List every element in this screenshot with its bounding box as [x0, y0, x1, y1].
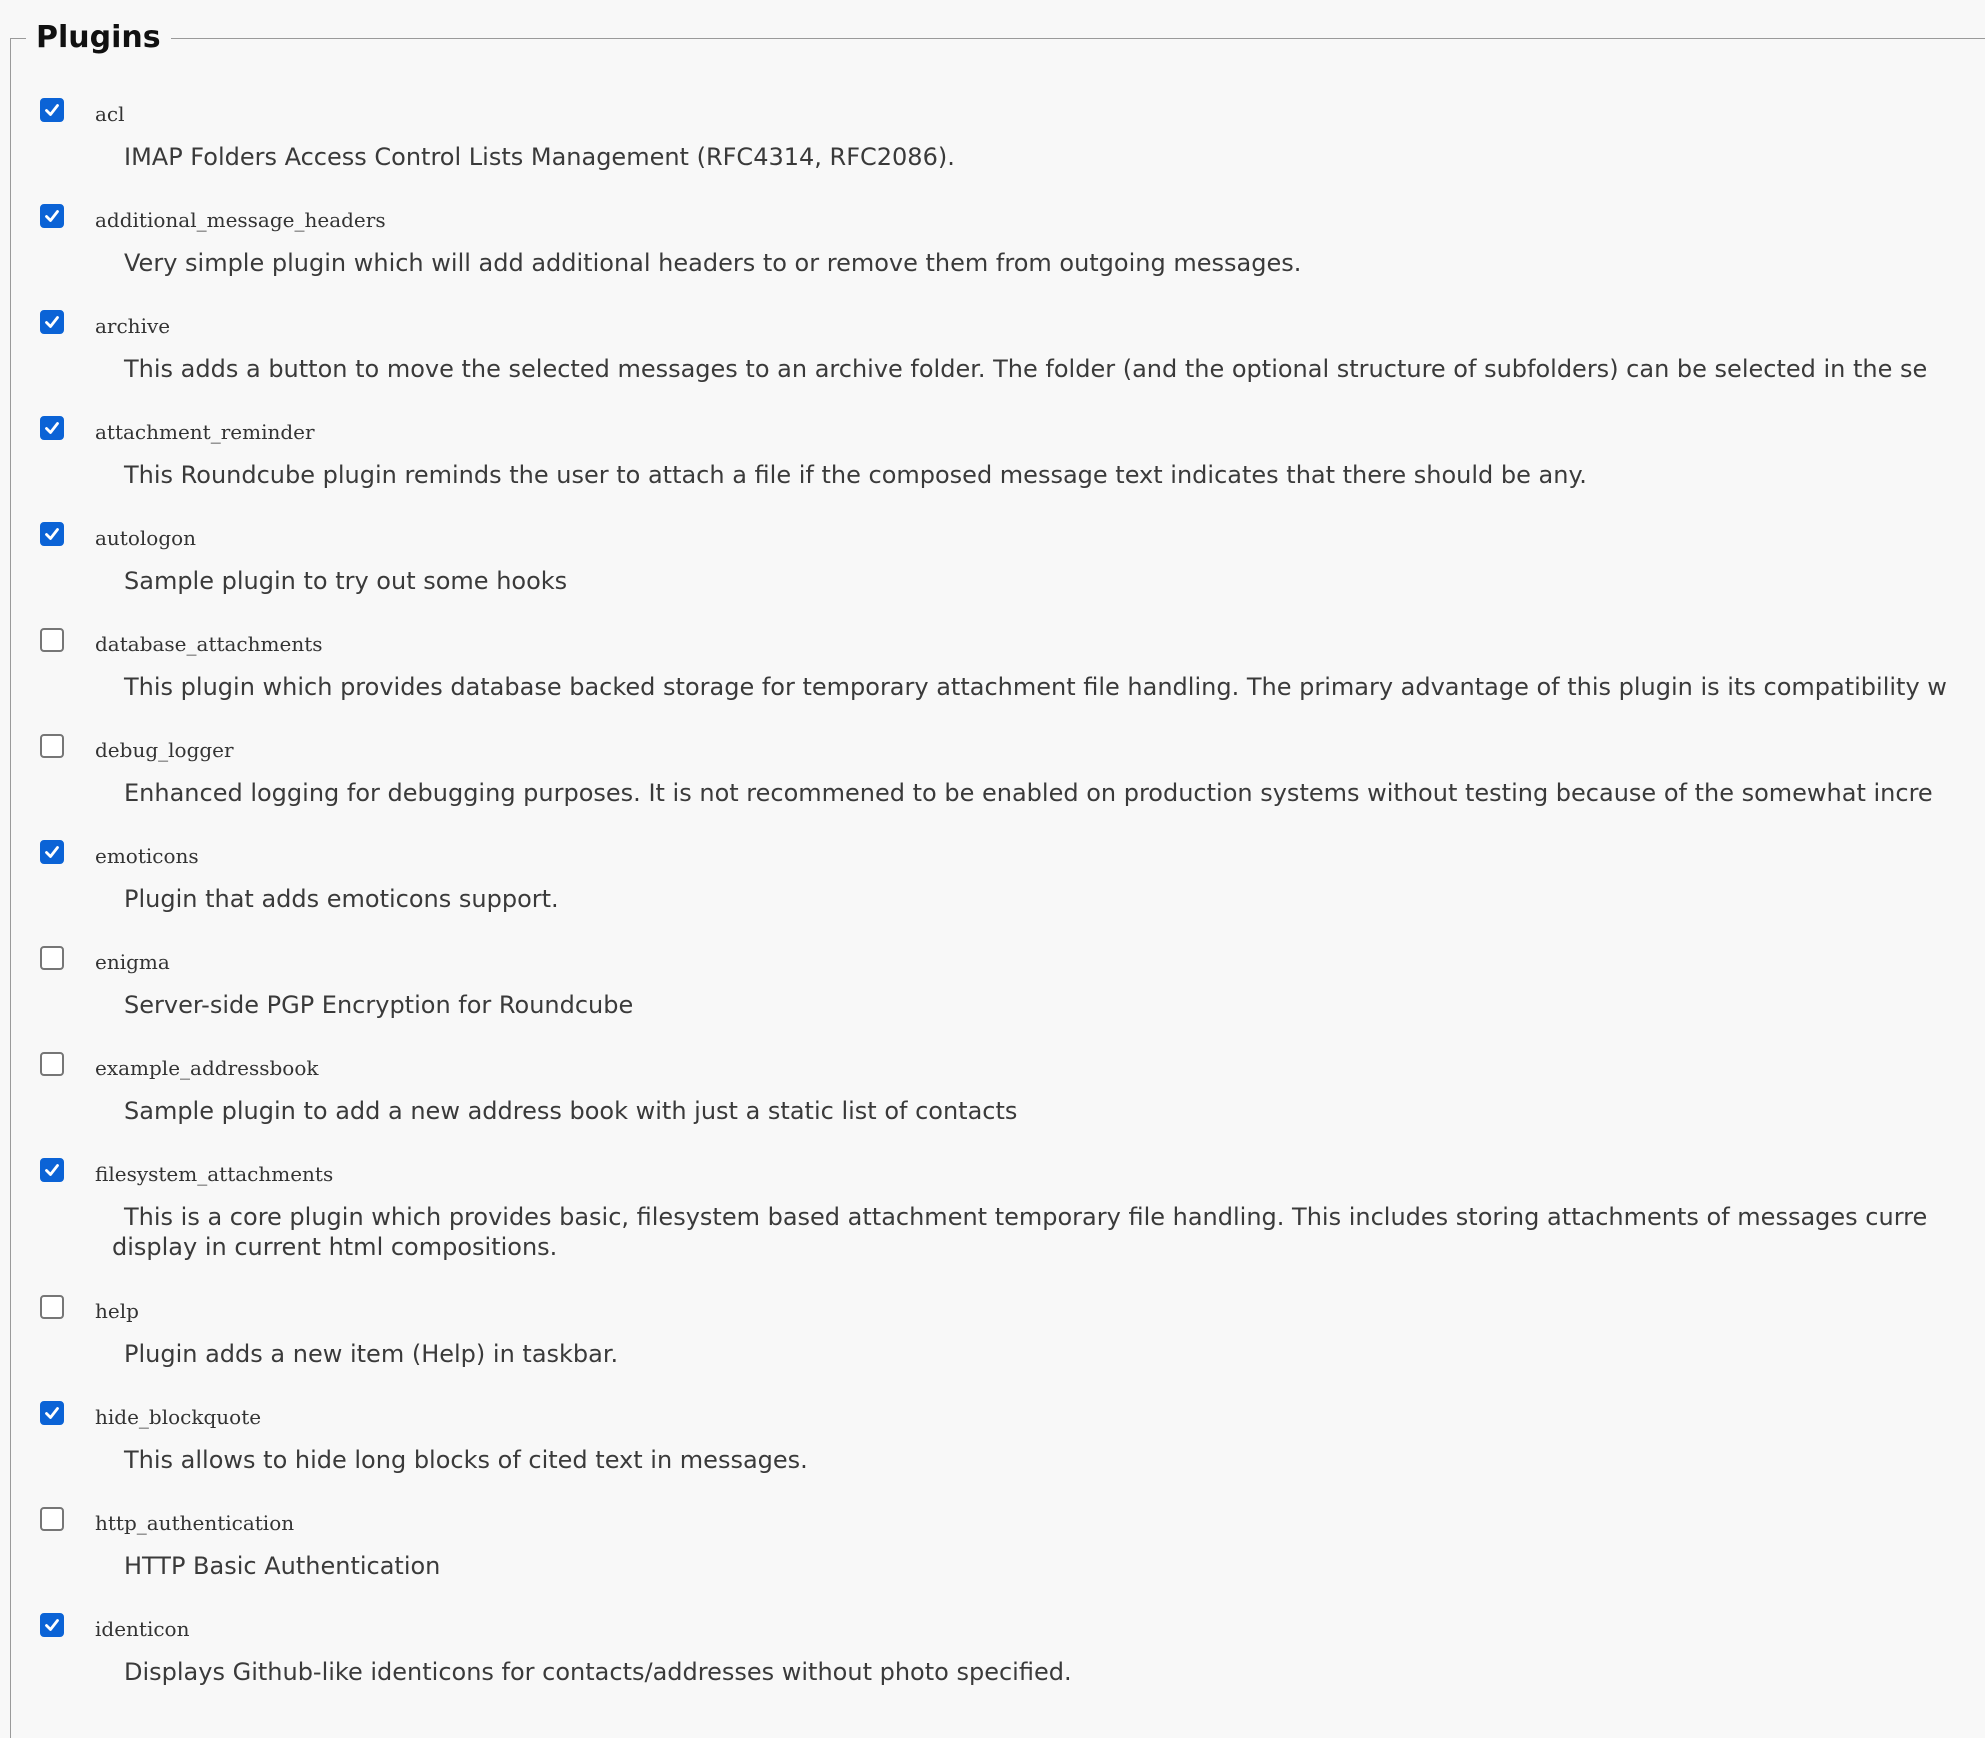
- checkmark-icon: [43, 1161, 61, 1179]
- plugin-checkbox[interactable]: [40, 946, 64, 970]
- plugin-name: http_authentication: [95, 1511, 295, 1535]
- plugin-name: enigma: [95, 950, 170, 974]
- plugin-name: additional_message_headers: [95, 208, 386, 232]
- checkmark-icon: [43, 419, 61, 437]
- plugin-checkbox[interactable]: [40, 522, 64, 546]
- plugin-description: Plugin adds a new item (Help) in taskbar.: [124, 1340, 619, 1368]
- plugin-description: Sample plugin to add a new address book with just a static list of contacts: [124, 1097, 1018, 1125]
- plugin-description: This allows to hide long blocks of cited text in messages.: [124, 1446, 808, 1474]
- plugin-checkbox[interactable]: [40, 1613, 64, 1637]
- plugin-description: HTTP Basic Authentication: [124, 1552, 441, 1580]
- plugin-name: hide_blockquote: [95, 1405, 262, 1429]
- plugin-description: This is a core plugin which provides basic, filesystem based attachment temporary file handling. This includes storing attachments of messages curre: [124, 1203, 1928, 1231]
- plugin-checkbox[interactable]: [40, 310, 64, 334]
- plugin-name: acl: [95, 102, 125, 126]
- plugin-checkbox[interactable]: [40, 628, 64, 652]
- plugin-name: filesystem_attachments: [95, 1162, 334, 1186]
- plugin-name: archive: [95, 314, 171, 338]
- checkmark-icon: [43, 843, 61, 861]
- plugin-checkbox[interactable]: [40, 1507, 64, 1531]
- plugin-checkbox[interactable]: [40, 98, 64, 122]
- plugin-checkbox[interactable]: [40, 1158, 64, 1182]
- checkmark-icon: [43, 313, 61, 331]
- plugin-description: This plugin which provides database backed storage for temporary attachment file handling. The primary advantage of this plugin is its compatibility w: [124, 673, 1947, 701]
- plugin-description: IMAP Folders Access Control Lists Management (RFC4314, RFC2086).: [124, 143, 955, 171]
- plugin-name: emoticons: [95, 844, 199, 868]
- plugins-legend: Plugins: [26, 18, 171, 58]
- plugin-name: example_addressbook: [95, 1056, 319, 1080]
- plugin-name: identicon: [95, 1617, 190, 1641]
- plugin-description-continued: display in current html compositions.: [112, 1233, 558, 1261]
- checkmark-icon: [43, 101, 61, 119]
- plugin-checkbox[interactable]: [40, 734, 64, 758]
- plugin-name: database_attachments: [95, 632, 323, 656]
- checkmark-icon: [43, 207, 61, 225]
- checkmark-icon: [43, 525, 61, 543]
- plugin-name: autologon: [95, 526, 197, 550]
- plugin-description: Server-side PGP Encryption for Roundcube: [124, 991, 634, 1019]
- plugin-description: Enhanced logging for debugging purposes. It is not recommened to be enabled on production systems without testing because of the somewhat incre: [124, 779, 1933, 807]
- plugin-checkbox[interactable]: [40, 204, 64, 228]
- plugin-checkbox[interactable]: [40, 840, 64, 864]
- plugin-description: This adds a button to move the selected messages to an archive folder. The folder (and the optional structure of subfolders) can be selected in the se: [124, 355, 1928, 383]
- plugin-checkbox[interactable]: [40, 1295, 64, 1319]
- plugin-checkbox[interactable]: [40, 416, 64, 440]
- plugin-description: Sample plugin to try out some hooks: [124, 567, 568, 595]
- plugin-name: help: [95, 1299, 139, 1323]
- plugin-checkbox[interactable]: [40, 1401, 64, 1425]
- plugin-checkbox[interactable]: [40, 1052, 64, 1076]
- plugin-name: debug_logger: [95, 738, 234, 762]
- checkmark-icon: [43, 1616, 61, 1634]
- plugin-description: Plugin that adds emoticons support.: [124, 885, 559, 913]
- plugin-description: Displays Github-like identicons for contacts/addresses without photo specified.: [124, 1658, 1072, 1686]
- plugin-description: This Roundcube plugin reminds the user to attach a file if the composed message text indicates that there should be any.: [124, 461, 1587, 489]
- plugin-description: Very simple plugin which will add additional headers to or remove them from outgoing messages.: [124, 249, 1302, 277]
- plugin-name: attachment_reminder: [95, 420, 315, 444]
- checkmark-icon: [43, 1404, 61, 1422]
